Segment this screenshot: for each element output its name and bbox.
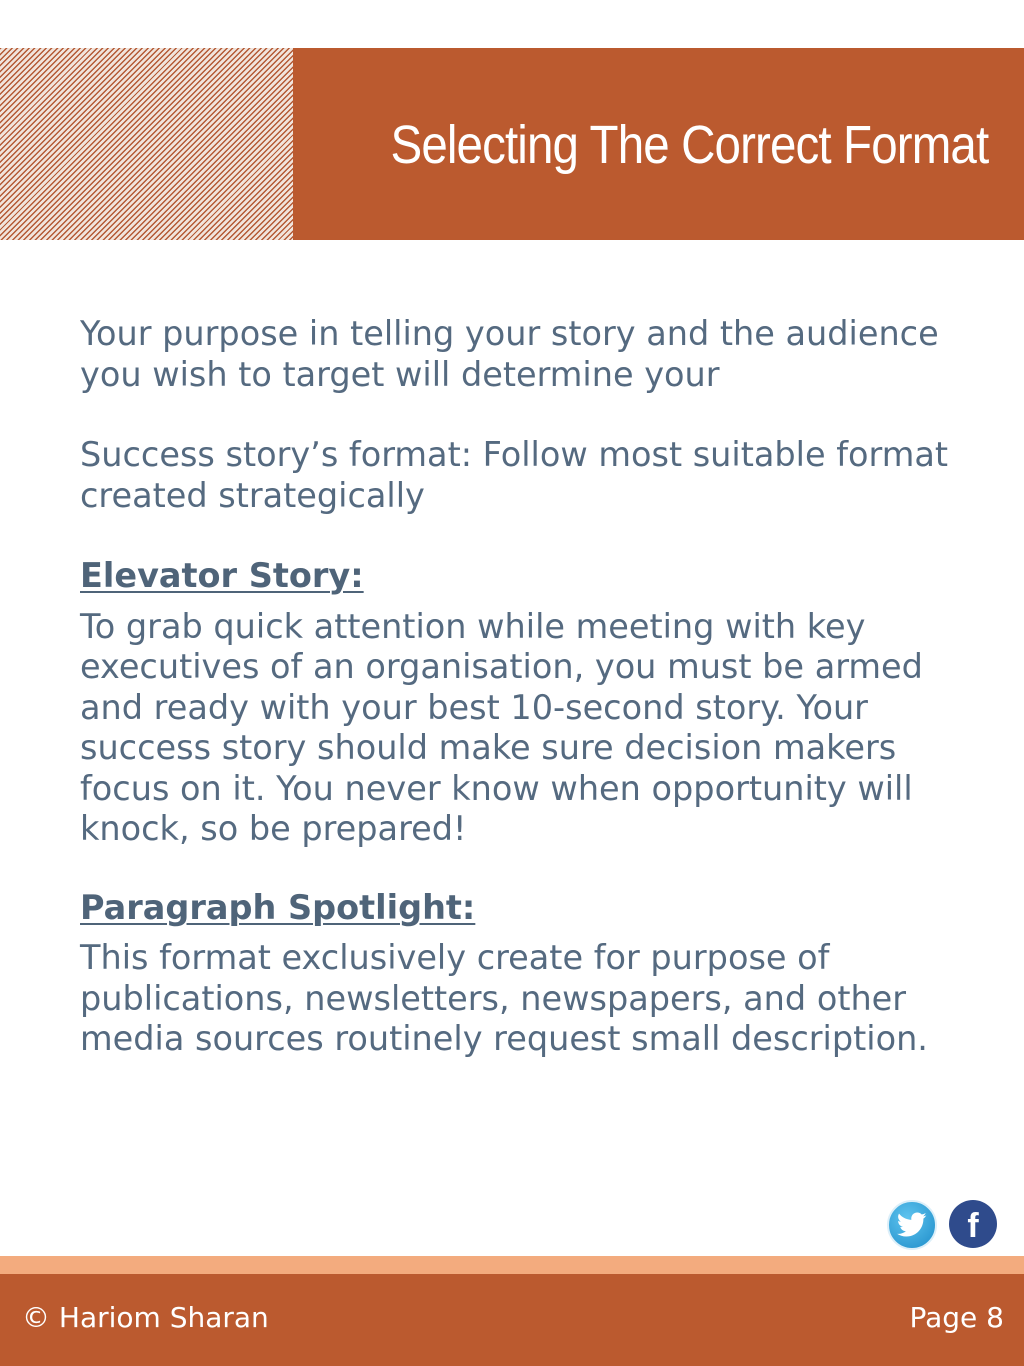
page-title: Selecting The Correct Format [390, 115, 988, 175]
paragraph-spotlight-heading: Paragraph Spotlight: [80, 887, 476, 927]
social-links [887, 1200, 997, 1250]
elevator-story-heading: Elevator Story: [80, 556, 364, 595]
copyright-text: © Hariom Sharan [22, 1301, 269, 1334]
facebook-button[interactable] [949, 1200, 997, 1248]
intro-paragraph: Your purpose in telling your story and the audience you wish to target will determine your [80, 314, 939, 394]
format-paragraph: Success story’s format: Follow most suitable format created strategically [80, 435, 948, 515]
content [80, 314, 960, 1098]
facebook-icon: f [967, 1207, 979, 1245]
twitter-icon [897, 1212, 927, 1238]
footer-stripe [0, 1256, 1024, 1274]
page-number: Page 8 [909, 1301, 1004, 1334]
twitter-button[interactable] [887, 1200, 937, 1250]
paragraph-spotlight-body: This format exclusively create for purpose of publications, newsletters, newspapers, and other media sources routinely request small description. [80, 938, 928, 1058]
elevator-story-body: To grab quick attention while meeting with key executives of an organisation, you must be armed and ready with your best 10-second story. Your success story should make sure decision makers focus on it. You never know when opportunity will knock, so be prepared! [80, 606, 923, 848]
header-pattern [0, 48, 293, 240]
